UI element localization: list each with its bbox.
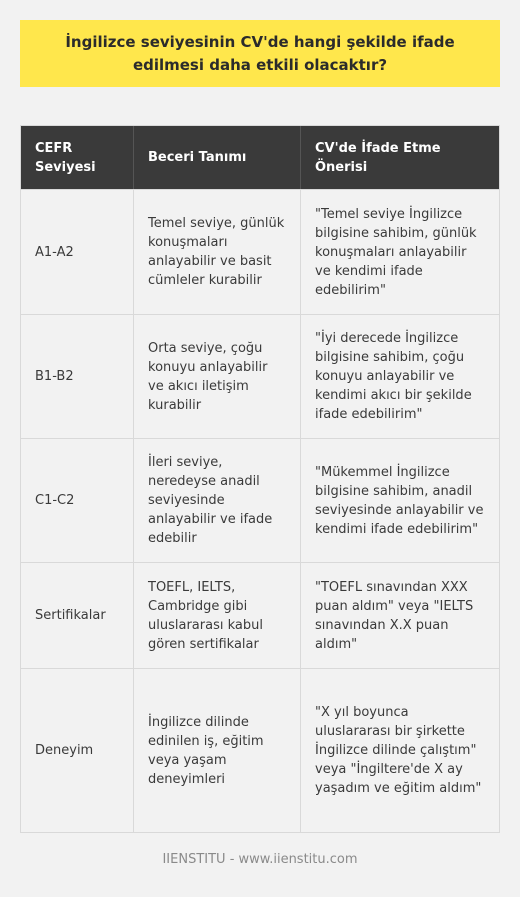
table-row [21,562,499,668]
header-cv-suggestion: CV'de İfade Etme Önerisi [300,126,499,189]
cell-skill: İngilizce dilinde edinilen iş, eğitim veya yaşam deneyimleri [133,669,300,832]
cefr-table [20,125,500,833]
cell-suggestion: "Mükemmel İngilizce bilgisine sahibim, anadil seviyesinde anlayabilir ve kendimi ifade edebilirim" [300,439,499,562]
cell-skill: Orta seviye, çoğu konuyu anlayabilir ve akıcı iletişim kurabilir [133,315,300,438]
page-title: İngilizce seviyesinin CV'de hangi şekilde ifade edilmesi daha etkili olacaktır? [65,32,455,74]
cell-level: Deneyim [35,743,94,758]
cell-level: C1-C2 [35,493,75,508]
cell-suggestion: "İyi derecede İngilizce bilgisine sahibim, çoğu konuyu anlayabilir ve kendimi akıcı bir şekilde ifade edebilirim" [300,315,499,438]
table-row [21,668,499,832]
footer-credit: IIENSTITU - www.iienstitu.com [162,852,358,867]
header-skill-description: Beceri Tanımı [133,126,300,189]
cell-suggestion: "Temel seviye İngilizce bilgisine sahibim, günlük konuşmaları anlayabilir ve kendimi ifade edebilirim" [300,190,499,314]
cell-suggestion: "TOEFL sınavından XXX puan aldım" veya "IELTS sınavından X.X puan aldım" [300,563,499,668]
cell-skill: İleri seviye, neredeyse anadil seviyesinde anlayabilir ve ifade edebilir [133,439,300,562]
title-banner [20,20,500,87]
cell-skill: TOEFL, IELTS, Cambridge gibi uluslararası kabul gören sertifikalar [133,563,300,668]
table-row [21,438,499,562]
cell-level: B1-B2 [35,369,74,384]
cell-suggestion: "X yıl boyunca uluslararası bir şirkette İngilizce dilinde çalıştım" veya "İngiltere'de X ay yaşadım ve eğitim aldım" [300,669,499,832]
cell-level: A1-A2 [35,244,74,260]
table-row [21,189,499,314]
header-cefr-level: CEFR Seviyesi [35,140,96,175]
table-row [21,314,499,438]
cell-skill: Temel seviye, günlük konuşmaları anlayabilir ve basit cümleler kurabilir [133,190,300,314]
cell-level: Sertifikalar [35,608,106,623]
table-header-row [21,126,499,189]
